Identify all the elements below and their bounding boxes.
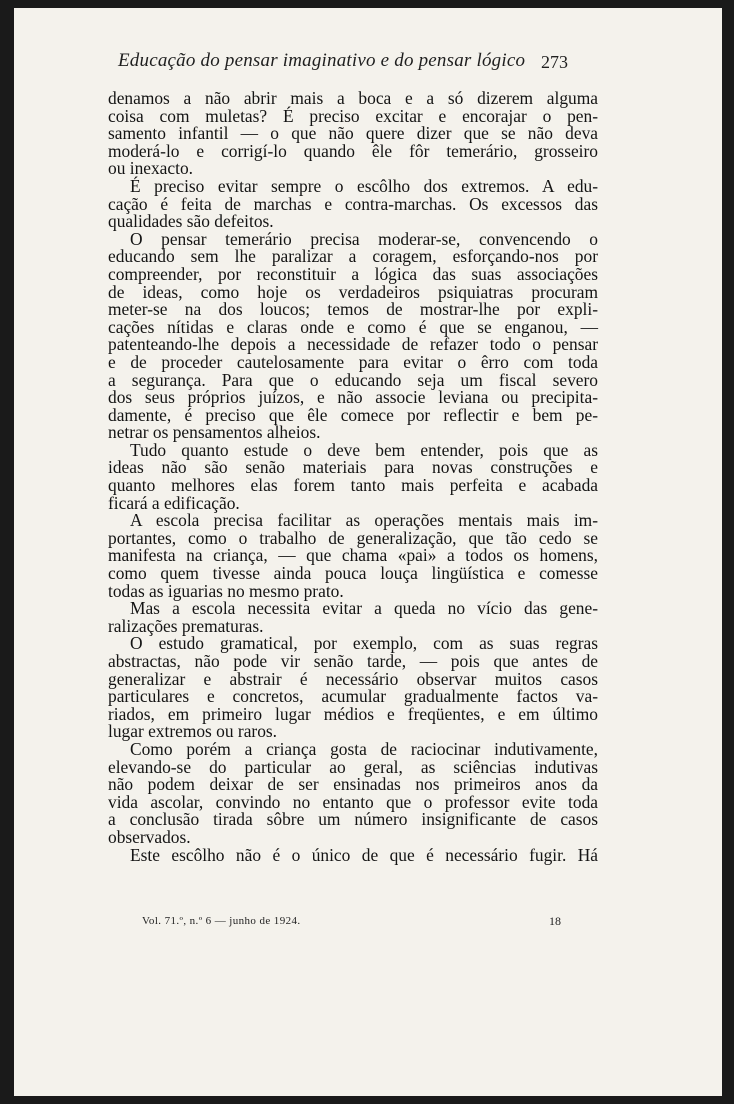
text-line: samento infantil — o que não quere dizer que se não deva [108,123,598,144]
text-line: netrar os pensamentos alheios. [108,422,321,443]
text-line: educando sem lhe paralizar a coragem, esforçando-nos por [108,246,598,267]
text-line: moderá-lo e corrigí-lo quando êle fôr temerário, grosseiro [108,140,598,161]
text-line: particulares e concretos, acumular gradualmente factos va- [108,686,598,707]
text-line: generalizar e abstrair é necessário observar muitos casos [108,668,598,689]
text-line: Como porém a criança gosta de raciocinar indutivamente, [130,738,598,759]
text-line: Mas a escola necessita evitar a queda no vício das gene- [130,598,598,619]
text-line: observados. [108,826,191,847]
text-line: coisa com muletas? É preciso excitar e encorajar o pen- [108,105,598,126]
text-line: riados, em primeiro lugar médios e freqüentes, e em último [108,703,598,724]
text-line: e de proceder cautelosamente para evitar o êrro com toda [108,351,598,372]
text-line: Este escôlho não é o único de que é necessário fugir. Há [130,844,598,865]
text-line: compreender, por reconstituir a lógica das suas associações [108,263,598,284]
text-line: a conclusão tirada sôbre um número insignificante de casos [108,809,598,830]
page-number: 273 [541,52,568,72]
text-line: qualidades são defeitos. [108,211,274,232]
text-line: É preciso evitar sempre o escôlho dos extremos. A edu- [130,175,598,196]
text-line: manifesta na criança, — que chama «pai» a todos os homens, [108,545,598,566]
book-page [14,8,722,1096]
text-line: abstractas, não pode vir senão tarde, — pois que antes de [108,651,598,671]
text-line: cações nítidas e claras onde e como é que se enganou, — [108,316,598,337]
text-line: como quem tivesse ainda pouca louça lingüística e comesse [108,563,598,584]
text-line: O pensar temerário precisa moderar-se, convencendo o [130,228,598,249]
text-line: todas as iguarias no mesmo prato. [108,580,344,601]
text-line: meter-se na dos loucos; temos de mostrar-lhe por expli- [108,299,598,320]
text-line: lugar extremos ou raros. [108,721,278,742]
signature-mark: 18 [549,914,561,928]
text-line: denamos a não abrir mais a boca e a só dizerem alguma [108,88,598,108]
text-line: damente, é preciso que êle comece por reflectir e bem pe- [108,404,598,425]
running-title: Educação do pensar imaginativo e do pensar lógico [118,50,526,71]
text-line: dos seus próprios juízos, e não associe leviana ou precipita- [108,387,598,408]
text-line: O estudo gramatical, por exemplo, com as suas regras [130,633,598,654]
text-line: Tudo quanto estude o deve bem entender, pois que as [130,439,598,460]
text-line: patenteando-lhe depois a necessidade de refazer todo o pensar [108,334,598,355]
volume-info: Vol. 71.º, n.º 6 — junho de 1924. [142,915,301,927]
text-line: ralizações prematuras. [108,615,264,636]
text-line: A escola precisa facilitar as operações mentais mais im- [130,510,598,531]
body-text [108,90,598,864]
text-line: elevando-se do particular ao geral, as sciências indutivas [108,756,598,777]
text-line: cação é feita de marchas e contra-marchas. Os excessos das [108,193,598,214]
text-line: quanto melhores elas forem tanto mais perfeita e acabada [108,475,598,496]
text-line: não podem deixar de ser ensinadas nos primeiros anos da [108,774,598,795]
text-line: vida ascolar, convindo no entanto que o professor evite toda [108,791,598,812]
text-line: ficará a edificação. [108,492,240,513]
text-line: de ideas, como hoje os verdadeiros psiquiatras procuram [108,281,598,302]
text-line: portantes, como o trabalho de generalização, que tão cedo se [108,527,598,548]
text-line: ideas não são senão materiais para novas construções e [108,457,598,478]
text-line: a segurança. Para que o educando seja um fiscal severo [108,369,598,390]
text-line: ou inexacto. [108,158,193,179]
